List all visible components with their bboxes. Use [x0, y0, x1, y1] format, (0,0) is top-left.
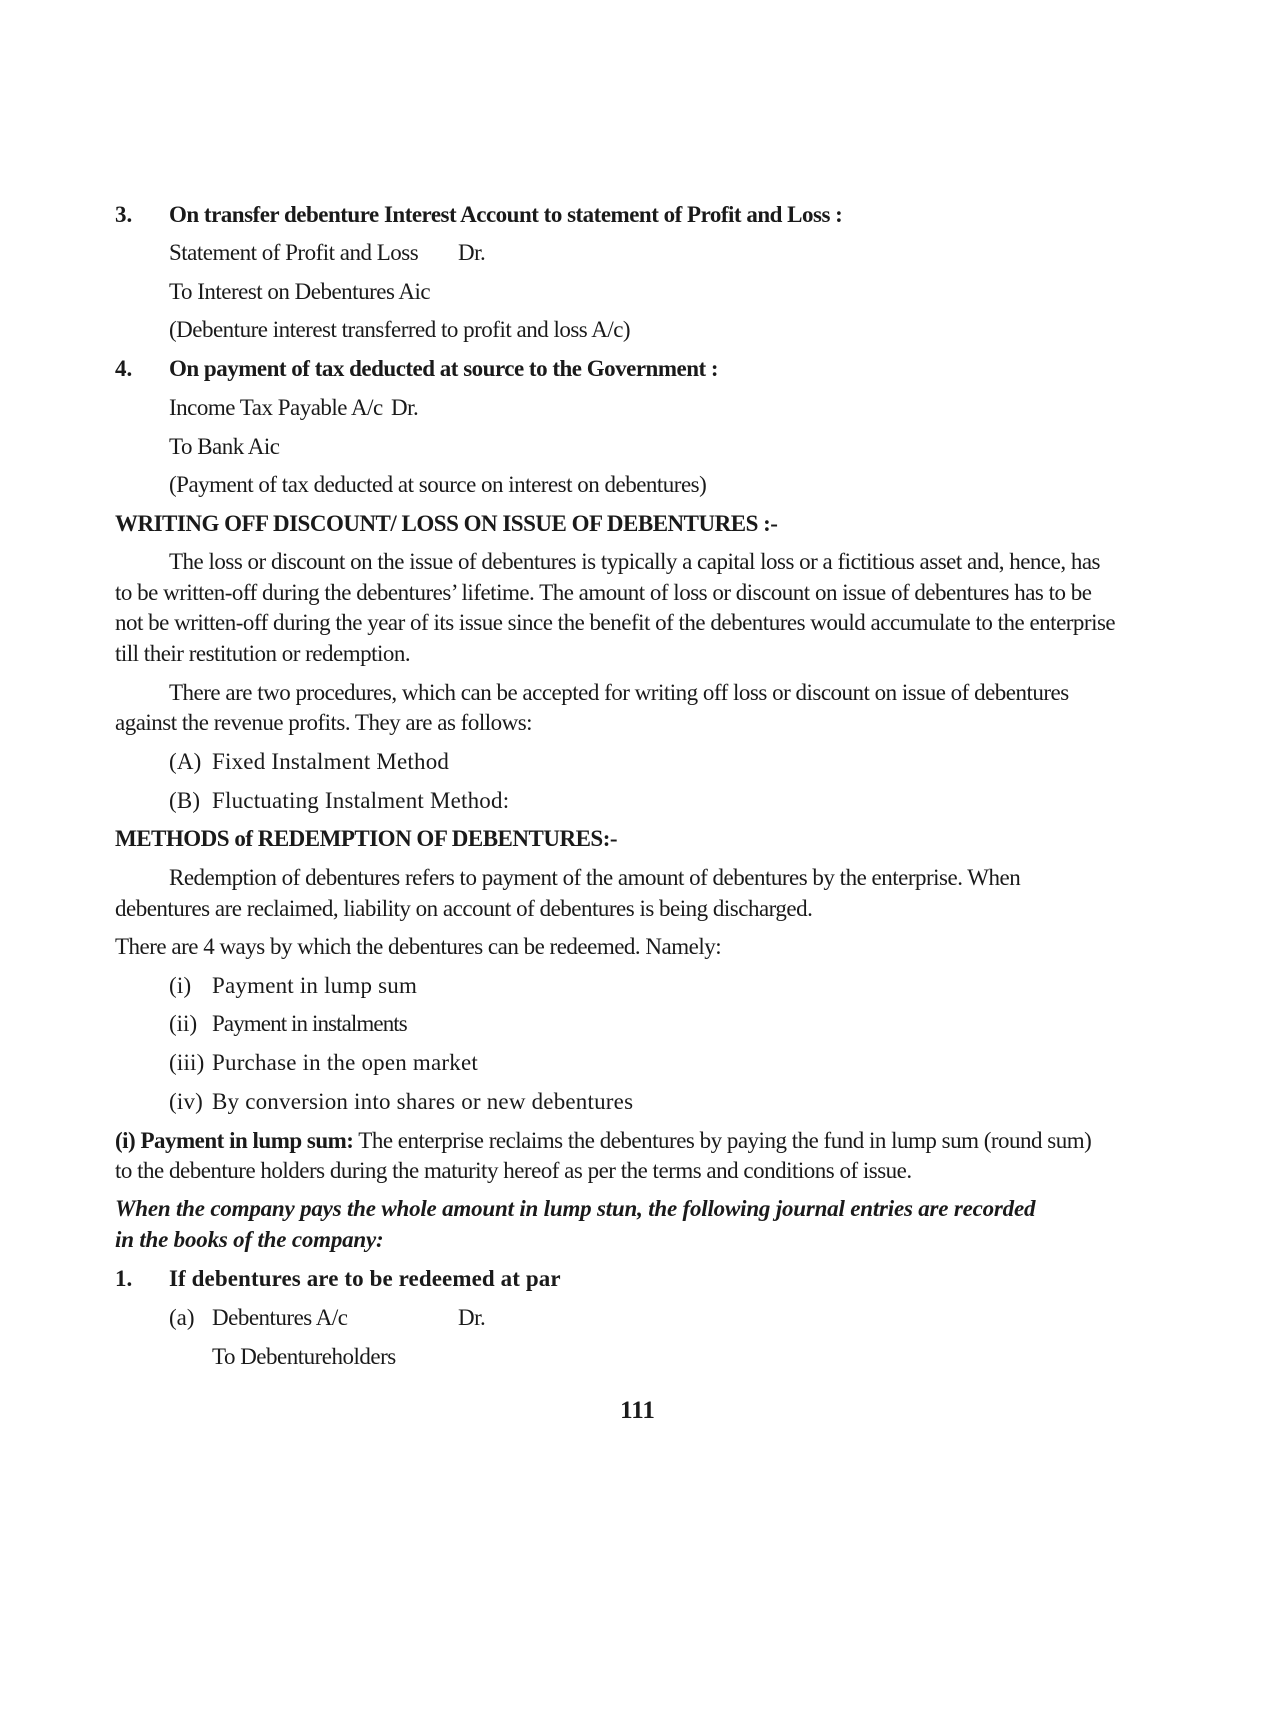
entry-3-number: 3.	[115, 202, 133, 227]
lump-sum-line2: to the debenture holders during the maturity hereof as per the terms and conditions of issue.	[115, 1158, 912, 1183]
page-number: 111	[620, 1397, 655, 1424]
way-1-text: Payment in lump sum	[212, 973, 418, 998]
case-1a-debit: Debentures A/c	[212, 1305, 348, 1330]
lump-sum-line1-text: The enterprise reclaims the debentures by paying the fund in lump sum (round sum)	[353, 1128, 1092, 1153]
way-1-label: (i)	[169, 973, 192, 998]
method-a-label: (A)	[169, 749, 202, 774]
way-4-text: By conversion into shares or new debentures	[212, 1089, 634, 1114]
case-1-number: 1.	[115, 1266, 133, 1291]
redemption-para2: There are 4 ways by which the debentures can be redeemed. Namely:	[115, 934, 722, 959]
entry-4-narration: (Payment of tax deducted at source on interest on debentures)	[169, 472, 707, 497]
way-2-label: (ii)	[169, 1011, 198, 1036]
entry-4-credit-account: To Bank Aic	[169, 434, 280, 459]
lump-sum-bold-lead: (i) Payment in lump sum:	[115, 1128, 354, 1153]
case-1-heading: If debentures are to be redeemed at par	[169, 1266, 561, 1291]
case-1a-credit: To Debentureholders	[212, 1344, 396, 1369]
writing-off-para1-line1: The loss or discount on the issue of debentures is typically a capital loss or a fictitious asset and, hence, has	[169, 549, 1100, 574]
redemption-heading: METHODS of REDEMPTION OF DEBENTURES:-	[115, 826, 618, 851]
redemption-para1-line1: Redemption of debentures refers to payment of the amount of debentures by the enterprise. When	[169, 865, 1021, 890]
writing-off-para2-line1: There are two procedures, which can be accepted for writing off loss or discount on issue of debentures	[169, 680, 1069, 705]
writing-off-para2-line2: against the revenue profits. They are as follows:	[115, 710, 533, 735]
writing-off-para1-line2: to be written-off during the debentures’ lifetime. The amount of loss or discount on issue of debentures has to be	[115, 580, 1092, 605]
way-2-text: Payment in instalments	[212, 1011, 407, 1036]
writing-off-para1-line3: not be written-off during the year of its issue since the benefit of the debentures would accumulate to the enterprise	[115, 610, 1116, 635]
case-1a-label: (a)	[169, 1305, 195, 1330]
italic-note-line2: in the books of the company:	[115, 1227, 384, 1252]
writing-off-heading: WRITING OFF DISCOUNT/ LOSS ON ISSUE OF DEBENTURES :-	[115, 511, 778, 536]
redemption-para1-line2: debentures are reclaimed, liability on account of debentures is being discharged.	[115, 896, 813, 921]
entry-4-debit-account: Income Tax Payable A/c	[169, 395, 383, 420]
entry-3-debit-account: Statement of Profit and Loss	[169, 240, 419, 265]
lump-sum-line1	[115, 1126, 1091, 1156]
way-4-label: (iv)	[169, 1089, 204, 1114]
entry-3-credit-account: To Interest on Debentures Aic	[169, 279, 431, 304]
entry-3-dr: Dr.	[458, 240, 486, 265]
method-a-text: Fixed Instalment Method	[212, 749, 450, 774]
entry-4-number: 4.	[115, 356, 133, 381]
way-3-text: Purchase in the open market	[212, 1050, 478, 1075]
method-b-label: (B)	[169, 788, 201, 813]
case-1a-dr: Dr.	[458, 1305, 486, 1330]
entry-4-heading: On payment of tax deducted at source to the Government :	[169, 356, 719, 381]
entry-3-heading: On transfer debenture Interest Account to statement of Profit and Loss :	[169, 202, 843, 227]
italic-note-line1: When the company pays the whole amount in lump stun, the following journal entries are recorded	[115, 1196, 1036, 1221]
way-3-label: (iii)	[169, 1050, 205, 1075]
entry-3-narration: (Debenture interest transferred to profit and loss A/c)	[169, 317, 631, 342]
entry-4-dr: Dr.	[391, 395, 419, 420]
method-b-text: Fluctuating Instalment Method:	[212, 788, 510, 813]
writing-off-para1-line4: till their restitution or redemption.	[115, 641, 411, 666]
